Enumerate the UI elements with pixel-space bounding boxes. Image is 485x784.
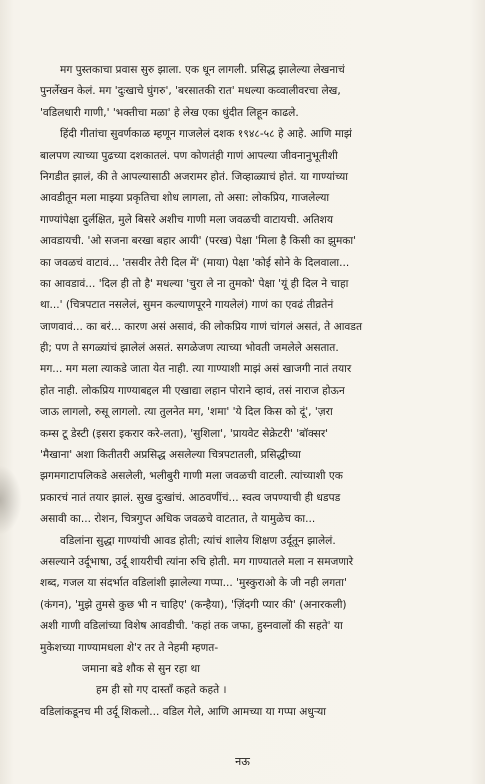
text-line: झगमगाटापलिकडे असलेली, भलीबुरी गाणी मला जवळची वाटली. त्यांच्याशी एक — [40, 470, 343, 483]
text-line: मग... मग मला त्याकडे जाता येत नाही. त्या गाण्याशी माझं असं खाजगी नातं तयार — [40, 363, 352, 376]
text-line: जाऊ लागलो, रुसू लागलो. त्या तुलनेत मग, 'शमा' 'ये दिल किस को दूं', 'ज़रा — [40, 406, 333, 419]
text-line: 'मैखाना' अशा कितीतरी अप्रसिद्ध असलेल्या चित्रपटातली, प्रसिद्धीच्या — [40, 449, 301, 462]
text-line: का आवडावं... 'दिल ही तो है' मधल्या 'चुरा ले ना तुमको' पेक्षा 'यूं ही दिल ने चाहा — [40, 277, 349, 290]
text-line: शब्द, गजल या संदर्भात वडिलांशी झालेल्या गप्पा... 'मुस्कुराओ के जी नही लगता' — [40, 577, 347, 590]
text-line: मुकेशच्या गाण्यामधला शे'र तर ते नेहमी म्हणत- — [40, 641, 219, 654]
text-line: का जवळचं वाटावं... 'तसवीर तेरी दिल में' (माया) पेक्षा 'कोई सोने के दिलवाला... — [40, 256, 350, 269]
text-line: निगडीत झालं, की ते आपल्यासाठी अजरामर होतं. जिव्हाळ्याचं होतं. या गाण्यांच्या — [40, 170, 349, 183]
verse-line: जमाना बडे शौक से सुन रहा था — [82, 662, 200, 675]
text-line: असावी का... रोशन, चित्रगुप्त अधिक जवळचे वाटतात, ते यामुळेच का... — [40, 513, 316, 526]
text-line: ही; पण ते सगळ्यांचं झालेलं असतं. सगळेजण त्याच्या भोवती जमलेले असतात. — [40, 342, 339, 355]
text-line: असल्याने उर्दूभाषा, उर्दू शायरीची त्यांना रुचि होती. मग गाण्यातले मला न समजणारे — [40, 555, 354, 568]
text-line: हिंदी गीतांचा सुवर्णकाळ म्हणून गाजलेलं दशक १९४८-५८ हे आहे. आणि माझं — [60, 128, 352, 141]
text-line: वडिलांना सुद्धा गाण्यांची आवड होती; त्यांचं शालेय शिक्षण उर्दूतून झालेलं. — [60, 534, 336, 547]
text-line: वडिलांकडूनच मी उर्दू शिकलो... वडिल गेले, आणि आमच्या या गप्पा अधुऱ्या — [40, 705, 327, 718]
text-line: मग पुस्तकाचा प्रवास सुरु झाला. एक धून लागली. प्रसिद्ध झालेल्या लेखनाचं — [60, 64, 345, 76]
text-line: था...' (चित्रपटात नसलेलं, सुमन कल्याणपूरने गायलेलं) गाणं का एवढं तीव्रतेनं — [40, 299, 334, 312]
text-line: 'वडिलधारी गाणी,' 'भक्तीचा मळा' हे लेख एका धुंदीत लिहून काढले. — [40, 106, 299, 119]
text-line: (कंगन), 'मुझे तुमसे कुछ भी न चाहिए' (कन्हैया), 'ज़िंदगी प्यार की' (अनारकली) — [40, 598, 347, 611]
text-line: होत नाही. लोकप्रिय गाण्याबद्दल मी एखाद्या लहान पोराने व्हावं, तसं नाराज होऊन — [40, 384, 345, 397]
text-line: कम्स टू डेस्टी (इसरा इकरार करे-लता), 'सुशिला', 'प्रायवेट सेक्रेटरी' 'बॉक्सर' — [40, 427, 329, 440]
text-line: प्रकारचं नातं तयार झालं. सुख दुःखांचं. आठवणींचं... स्वत्व जपण्याची ही धडपड — [40, 491, 341, 504]
text-line: पुनर्लेखन केलं. मग 'दुःखाचे घुंगरु', 'बरसातकी रात' मधल्या कव्वालीवरचा लेख, — [40, 85, 341, 98]
verse-line: हम ही सो गए दास्ताँ कहते कहते । — [96, 684, 227, 697]
text-line: आवडायची. 'ओ सजना बरखा बहार आयी' (परख) पेक्षा 'मिला है किसी का झुमका' — [40, 235, 357, 248]
body-text — [40, 60, 468, 723]
text-line: आवडीतून मला माझ्या प्रकृतिचा शोध लागला, तो असा: लोकप्रिय, गाजलेल्या — [40, 192, 330, 205]
text-line: बालपण त्याच्या पुढच्या दशकातलं. पण कोणतंही गाणं आपल्या जीवनानुभूतीशी — [40, 149, 338, 162]
text-line: गाण्यांपेक्षा दुर्लक्षित, मुले बिसरे अशीच गाणी मला जवळची वाटायची. अतिशय — [40, 213, 333, 226]
page-crease-mark — [0, 465, 22, 535]
text-line: अशी गाणी वडिलांच्या विशेष आवडीची. 'कहां तक जफा, हुस्नवालों की सहते' या — [40, 620, 343, 633]
text-line: जाणवावं... का बरं... कारण असं असावं, की लोकप्रिय गाणं चांगलं असतं, ते आवडत — [40, 320, 363, 333]
page-number: नऊ — [235, 755, 250, 768]
